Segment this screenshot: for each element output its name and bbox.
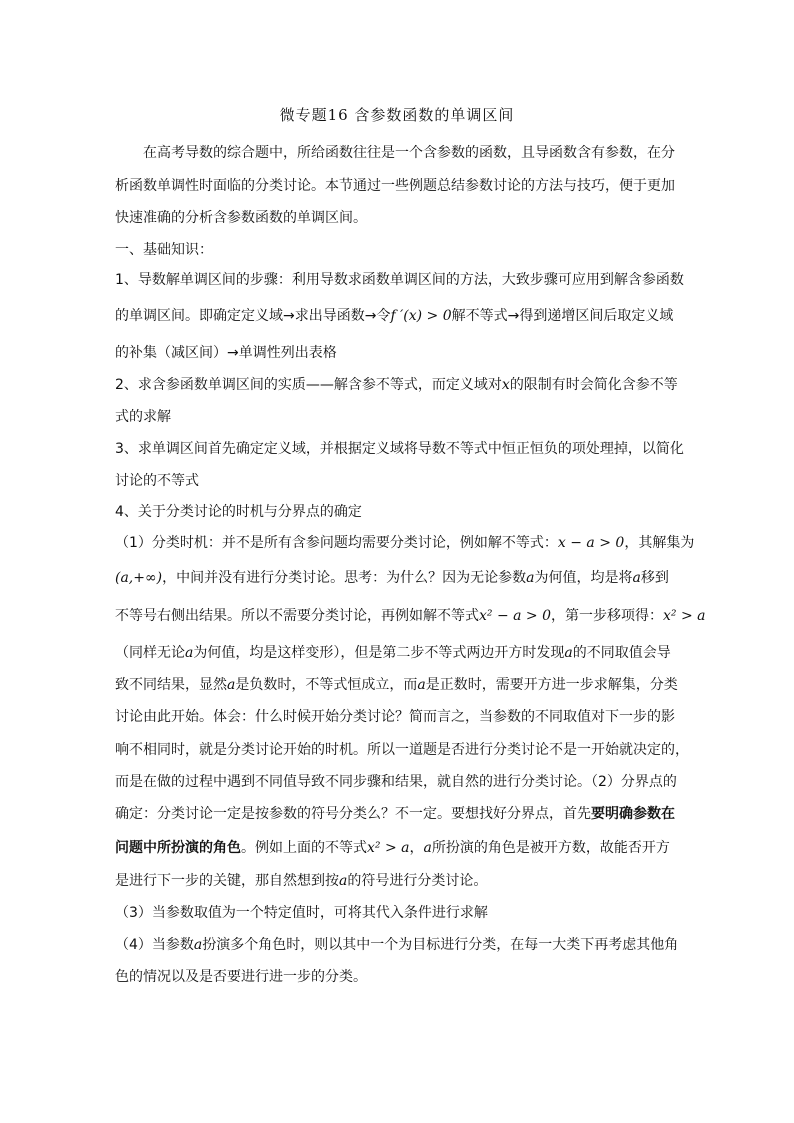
point-1-line-7: 响不相同时，就是分类讨论开始的时机。所以一道题是否进行分类讨论不是一开始就决定的， — [115, 742, 689, 758]
math-interval: (a,+∞) — [115, 570, 163, 586]
math-a: a — [193, 937, 203, 953]
text: 2、求含参函数单调区间的实质——解含参不等式，而定义域对 — [115, 377, 502, 393]
bold-text: 要明确参数在 — [591, 806, 675, 822]
text: 解不等式→得到递增区间后取定义域 — [451, 308, 674, 324]
math-a: a — [227, 677, 236, 693]
section-heading-basics: 一、基础知识： — [115, 242, 213, 258]
intro-line-3: 快速准确的分析含参数函数的单调区间。 — [115, 210, 367, 226]
point-4-line-2: 色的情况以及是否要进行进一步的分类。 — [115, 969, 367, 985]
intro-line-2: 析函数单调性时面临的分类讨论。本节通过一些例题总结参数讨论的方法与技巧，便于更加 — [115, 178, 675, 194]
text: 为何值，均是这样变形），但是第二步不等式两边开方时发现 — [193, 645, 565, 661]
point-1-line-8: 而是在做的过程中遇到不同值导致不同步骤和结果，就自然的进行分类讨论。（2）分界点的 — [115, 774, 677, 790]
point-1-line-10 — [115, 838, 670, 858]
text: 。例如上面的不等式 — [241, 840, 367, 856]
text: 扮演多个角色时，则以其中一个为目标进行分类，在每一大类下再考虑其他角 — [202, 937, 679, 953]
text: 致不同结果，显然 — [115, 677, 227, 693]
point-3: （3）当参数取值为一个特定值时，可将其代入条件进行求解 — [115, 905, 488, 921]
math-a: a — [339, 873, 348, 889]
math-expr: x² > a — [367, 840, 410, 856]
text: 的不同取值会导 — [572, 645, 671, 661]
math-a: a — [564, 645, 573, 661]
text: ，中间并没有进行分类讨论。思考：为什么？因为无论参数 — [162, 570, 527, 586]
text: （4）当参数 — [115, 937, 194, 953]
bold-text: 问题中所扮演的角色 — [115, 840, 241, 856]
text: 是正数时，需要开方进一步求解集，分类 — [425, 677, 678, 693]
knowledge-3-line-1: 3、求单调区间首先确定定义域，并根据定义域将导数不等式中恒正恒负的项处理掉，以简化 — [115, 441, 684, 457]
math-a: a — [632, 570, 641, 586]
point-1-line-5 — [115, 675, 678, 695]
point-1-line-9 — [115, 804, 675, 824]
point-1-line-1 — [115, 533, 694, 553]
math-a: a — [185, 645, 194, 661]
point-1-line-3 — [115, 606, 706, 626]
text: 的限制有时会简化含参不等 — [509, 377, 678, 393]
text: 确定：分类讨论一定是按参数的符号分类么？不一定。要想找好分界点，首先 — [115, 806, 591, 822]
text: 为何值，均是将 — [534, 570, 633, 586]
math-derivative-inequality: f ′(x) > 0 — [390, 308, 452, 324]
point-1-line-4 — [115, 643, 671, 663]
text: 移到 — [640, 570, 669, 586]
knowledge-1-line-2 — [115, 306, 673, 326]
knowledge-2-line-2: 式的求解 — [115, 409, 171, 425]
math-x: x — [501, 377, 510, 393]
knowledge-1-line-3: 的补集（减区间）→单调性列出表格 — [115, 345, 337, 361]
point-1-line-6: 讨论由此开始。体会：什么时候开始分类讨论？简而言之，当参数的不同取值对下一步的影 — [115, 709, 675, 725]
intro-line-1: 在高考导数的综合题中，所给函数往往是一个含参数的函数，且导函数含有参数，在分 — [143, 145, 675, 161]
text: 的符号进行分类讨论。 — [347, 873, 488, 889]
point-1-line-11 — [115, 871, 487, 891]
knowledge-2-line-1 — [115, 375, 678, 395]
text: ， — [409, 840, 424, 856]
math-expr: x − a > 0 — [557, 535, 625, 551]
math-expr: x² > a — [663, 608, 706, 624]
math-a: a — [417, 677, 426, 693]
text: 所扮演的角色是被开方数，故能否开方 — [431, 840, 670, 856]
math-a: a — [526, 570, 535, 586]
page-title: 微专题16 含参数函数的单调区间 — [279, 106, 515, 124]
text: 不等号右侧出结果。所以不需要分类讨论，再例如解不等式 — [115, 608, 479, 624]
knowledge-3-line-2: 讨论的不等式 — [115, 473, 199, 489]
point-1-line-2 — [115, 568, 669, 588]
math-expr: x² − a > 0 — [479, 608, 552, 624]
text: 是进行下一步的关键，那自然想到按 — [115, 873, 339, 889]
text: 的单调区间。即确定定义域→求出导函数→令 — [115, 308, 391, 324]
text: ，其解集为 — [624, 535, 695, 551]
point-4-line-1 — [115, 935, 678, 955]
knowledge-1-line-1: 1、导数解单调区间的步骤：利用导数求函数单调区间的方法，大致步骤可应用到解含参函数 — [115, 272, 684, 288]
text: （1）分类时机：并不是所有含参问题均需要分类讨论，例如解不等式： — [115, 535, 558, 551]
math-a: a — [423, 840, 432, 856]
text: （同样无论 — [115, 645, 185, 661]
text: 是负数时，不等式恒成立，而 — [235, 677, 418, 693]
text: ，第一步移项得： — [551, 608, 664, 624]
knowledge-4-heading: 4、关于分类讨论的时机与分界点的确定 — [115, 504, 362, 520]
